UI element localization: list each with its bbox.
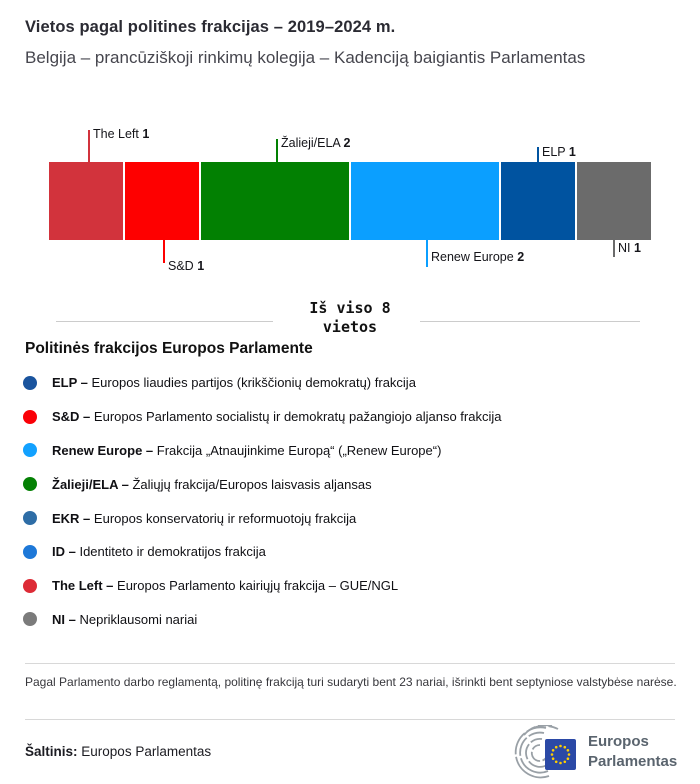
- total-seats-label: [0, 299, 700, 337]
- bar-label-ni: [618, 241, 641, 255]
- total-seats-line2: vietos: [322, 318, 378, 336]
- bar-label-seats: 2: [517, 250, 525, 264]
- logo-line1: Europos: [588, 733, 649, 750]
- legend-abbr: ID –: [52, 544, 76, 560]
- legend-desc: Europos Parlamento socialistų ir demokratų pažangiojo aljanso frakcija: [93, 409, 502, 425]
- legend-row-ekr: [23, 501, 683, 535]
- tick-zalieji-ela: [276, 139, 278, 162]
- legend-row-sd: [23, 400, 683, 434]
- legend-dot-the-left: [23, 579, 37, 593]
- legend-desc: Žaliųjų frakcija/Europos laisvasis aljansas: [132, 476, 372, 492]
- bar-segment-ni: [577, 162, 651, 240]
- legend-heading: Politinės frakcijos Europos Parlamente: [25, 340, 313, 357]
- legend-desc: Identiteto ir demokratijos frakcija: [79, 544, 266, 560]
- footnote-divider-top: [25, 663, 675, 664]
- page-title: Vietos pagal politines frakcijas – 2019–2024 m.: [25, 18, 396, 36]
- legend-row-zalieji-ela: [23, 467, 683, 501]
- bar-label-name: Renew Europe: [431, 250, 514, 264]
- bar-segment-sd: [125, 162, 199, 240]
- bar-label-name: Žalieji/ELA: [281, 136, 341, 150]
- bar-label-name: ELP: [542, 145, 566, 159]
- legend-text: [52, 409, 501, 424]
- legend-abbr: NI –: [52, 611, 76, 627]
- bar-segment-elp: [501, 162, 575, 240]
- page-subtitle: Belgija – prancūziškoji rinkimų kolegija – Kadenciją baigiantis Parlamentas: [25, 48, 586, 67]
- legend-abbr: S&D –: [52, 409, 91, 425]
- legend-dot-id: [23, 545, 37, 559]
- bar-label-seats: 1: [568, 145, 576, 159]
- legend-abbr: EKR –: [52, 510, 91, 526]
- tick-renew-europe: [426, 240, 428, 267]
- legend-abbr: ELP –: [52, 375, 88, 391]
- legend-abbr: Renew Europe –: [52, 442, 154, 458]
- bar-label-seats: 1: [633, 241, 641, 255]
- seats-bar: [49, 162, 651, 240]
- legend-desc: Europos konservatorių ir reformuotojų frakcija: [93, 510, 357, 526]
- logo-line2: Parlamentas: [588, 753, 678, 770]
- tick-elp: [537, 147, 539, 162]
- bar-segment-the-left: [49, 162, 123, 240]
- footnote-divider-bottom: [25, 719, 675, 720]
- bar-label-renew-europe: [431, 250, 524, 264]
- legend-text: [52, 375, 416, 390]
- european-parliament-logo: [506, 725, 582, 779]
- legend-text: [52, 544, 266, 559]
- bar-label-name: S&D: [168, 259, 194, 273]
- legend-row-ni: [23, 603, 683, 637]
- legend-text: [52, 511, 356, 526]
- legend-desc: Europos Parlamento kairiųjų frakcija – GUE/NGL: [117, 578, 399, 594]
- legend-desc: Europos liaudies partijos (krikščionių demokratų) frakcija: [91, 375, 416, 391]
- bar-label-seats: 2: [343, 136, 351, 150]
- footnote: Pagal Parlamento darbo reglamentą, politinę frakciją turi sudaryti bent 23 nariai, išrinkti bent septyniose valstybėse narėse.: [25, 675, 677, 689]
- tick-the-left: [88, 130, 90, 162]
- legend-desc: Frakcija „Atnaujinkime Europą“ („Renew Europe“): [156, 442, 442, 458]
- bar-label-seats: 1: [197, 259, 205, 273]
- legend-row-renew-europe: [23, 434, 683, 468]
- source-label: Šaltinis:: [25, 744, 78, 759]
- legend-dot-ni: [23, 612, 37, 626]
- bar-segment-zalieji-ela: [201, 162, 349, 240]
- bar-label-name: NI: [618, 241, 631, 255]
- total-seats-line1: Iš viso 8: [309, 299, 391, 317]
- legend-text: [52, 443, 441, 458]
- bar-label-name: The Left: [93, 127, 139, 141]
- bar-label-zalieji-ela: [281, 136, 351, 150]
- legend-dot-sd: [23, 410, 37, 424]
- legend-desc: Nepriklausomi nariai: [79, 611, 198, 627]
- legend: [23, 366, 683, 636]
- tick-ni: [613, 240, 615, 257]
- legend-row-the-left: [23, 569, 683, 603]
- logo-wordmark: [588, 732, 677, 772]
- bar-segment-renew-europe: [351, 162, 499, 240]
- legend-text: [52, 477, 372, 492]
- legend-dot-renew-europe: [23, 443, 37, 457]
- legend-text: [52, 578, 398, 593]
- legend-abbr: The Left –: [52, 578, 114, 594]
- legend-row-elp: [23, 366, 683, 400]
- tick-sd: [163, 240, 165, 263]
- source-value: Europos Parlamentas: [81, 744, 212, 759]
- source-line: [25, 744, 211, 759]
- bar-label-the-left: [93, 127, 149, 141]
- legend-dot-elp: [23, 376, 37, 390]
- legend-dot-ekr: [23, 511, 37, 525]
- bar-label-elp: [542, 145, 576, 159]
- bar-label-seats: 1: [142, 127, 150, 141]
- legend-dot-zalieji-ela: [23, 477, 37, 491]
- bar-label-sd: [168, 259, 204, 273]
- eu-flag-icon: [545, 739, 576, 770]
- legend-row-id: [23, 535, 683, 569]
- legend-abbr: Žalieji/ELA –: [52, 476, 129, 492]
- legend-text: [52, 612, 197, 627]
